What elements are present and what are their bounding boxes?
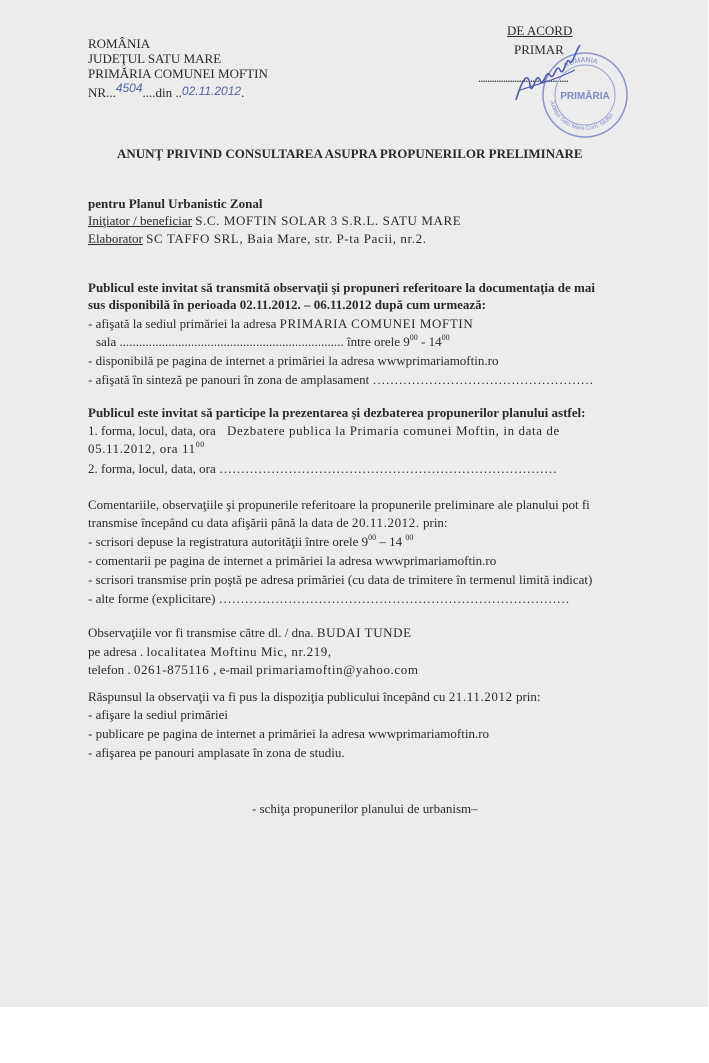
letters-hours-end-sup: 00 [405, 533, 414, 542]
initiator-line [88, 213, 461, 228]
contact-address-label: pe adresa . [88, 644, 147, 659]
approval-signature-line: ........................................ [478, 70, 568, 85]
email-value: primariamoftin@yahoo.com [256, 662, 419, 677]
comments-item-letters [88, 534, 413, 549]
hq-label: - afişată la sediul primăriei la adresa [88, 316, 280, 331]
comments-item-other: - alte forme (explicitare) ……………………………………………………………………… [88, 591, 570, 606]
response-prin: prin: [512, 689, 541, 704]
date-handwritten-value: 02.11.2012 [181, 84, 242, 98]
availability-item-hq [88, 316, 473, 331]
email-label: , e-mail [213, 662, 257, 677]
comments-deadline-date: 20.11.2012. [351, 515, 420, 530]
debate-intro: Publicul este invitat să participe la prezentarea şi dezbaterea propunerilor planului astfel: [88, 405, 586, 420]
letters-hours-end: – 14 [376, 534, 406, 549]
contact-address-line [88, 644, 332, 659]
nr-dots: .. [109, 85, 116, 100]
debate-date-time: 05.11.2012, ora 11 [88, 441, 196, 456]
approval-role: PRIMAR [514, 42, 564, 57]
document-title: ANUNŢ PRIVIND CONSULTAREA ASUPRA PROPUNERILOR PRELIMINARE [117, 146, 583, 161]
response-label: Răspunsul la observaţii va fi pus la dispoziţia publicului începând cu [88, 689, 449, 704]
debate-time-sup: 00 [195, 440, 205, 449]
debate-item-1 [88, 423, 560, 438]
stamp-center-text: PRIMĂRIA [560, 91, 610, 102]
availability-item-hours [96, 334, 450, 349]
debate-item-1-label: 1. forma, locul, data, ora [88, 423, 216, 438]
elaborator-label: Elaborator [88, 231, 143, 246]
comments-item-post: - scrisori transmise prin poştă pe adresa primăriei (cu data de trimitere în termenul limită indicat) [88, 572, 593, 587]
contact-person-name: BUDAI TUNDE [316, 625, 412, 640]
nr-handwritten-value: 4504 [115, 81, 143, 95]
phone-value: 0261-875116 [133, 662, 214, 677]
comments-prin: prin: [419, 515, 448, 530]
registration-number [88, 81, 245, 101]
comments-intro-line1: Comentariile, observaţiile şi propunerile referitoare la propunerile preliminare ale planului pot fi [88, 497, 590, 512]
debate-item-1-date [88, 441, 205, 456]
consultation-intro-line2: sus disponibilă în perioada 02.11.2012. – 06.11.2012 după cum urmează: [88, 297, 487, 312]
response-item-web: - publicare pe pagina de internet a primăriei la adresa wwwprimariamoftin.ro [88, 726, 490, 741]
elaborator-line [88, 231, 427, 246]
nr-label: NR. [88, 85, 110, 100]
contact-person-line [88, 625, 412, 640]
din-dots: . [241, 85, 245, 100]
letters-label: - scrisori depuse la registratura autorităţii între orele 9 [88, 534, 369, 549]
hours-end-sup: 00 [441, 333, 450, 342]
response-date: 21.11.2012 [448, 689, 513, 704]
stamp-top-text: ROMANIA [562, 56, 599, 70]
plan-type: pentru Planul Urbanistic Zonal [88, 196, 263, 211]
hours-start-sup: 00 [409, 333, 418, 342]
availability-item-panels: - afişată în sinteză pe panouri în zona de amplasament …………………………………………… [88, 372, 594, 387]
sketch-caption: - schiţa propunerilor planului de urbanism– [252, 801, 478, 816]
initiator-value: S.C. MOFTIN SOLAR 3 S.R.L. SATU MARE [195, 213, 462, 228]
approval-title: DE ACORD [507, 23, 573, 38]
debate-item-2: 2. forma, locul, data, ora …………………………………………………………………… [88, 461, 558, 476]
debate-item-1-value: Dezbatere publica la Primaria comunei Moftin, in data de [227, 423, 560, 438]
contact-address-value: localitatea Moftinu Mic, nr.219, [146, 644, 332, 659]
initiator-label: Iniţiator / beneficiar [88, 213, 192, 228]
response-item-panels: - afişarea pe panouri amplasate în zona de studiu. [88, 745, 345, 760]
header-county: JUDEŢUL SATU MARE [88, 51, 222, 66]
consultation-intro-line1: Publicul este invitat să transmită observaţii şi propuneri referitoare la documentaţia de mai [88, 280, 595, 295]
comments-intro-line2 [88, 515, 448, 530]
response-item-hq: - afişare la sediul primăriei [88, 707, 229, 722]
hall-hours-label: sala ..................................................................... între orele 9 [96, 334, 410, 349]
phone-label: telefon . [88, 662, 134, 677]
comments-item-web: - comentarii pe pagina de internet a primăriei la adresa wwwprimariamoftin.ro [88, 553, 497, 568]
letters-hours-start-sup: 00 [368, 533, 377, 542]
elaborator-value: SC TAFFO SRL, Baia Mare, str. P-ta Pacii, nr.2. [146, 231, 427, 246]
contact-person-label: Observaţiile vor fi transmise către dl. / dna. [88, 625, 317, 640]
contact-phone-email-line [88, 662, 419, 677]
availability-item-web: - disponibilă pe pagina de internet a primăriei la adresa wwwprimariamoftin.ro [88, 353, 499, 368]
header-country: ROMÂNIA [88, 36, 151, 51]
comments-deadline-label: transmise începând cu data afişării până la data de [88, 515, 352, 530]
hq-address: PRIMARIA COMUNEI MOFTIN [279, 316, 474, 331]
mayor-signature [510, 40, 590, 110]
din-label: ....din .. [142, 85, 182, 100]
header-institution: PRIMĂRIA COMUNEI MOFTIN [88, 66, 268, 81]
stamp-ring-text: Judeţul Satu Mare Com. Moftin [548, 99, 616, 133]
response-intro [88, 689, 541, 704]
hours-end: - 14 [417, 334, 442, 349]
